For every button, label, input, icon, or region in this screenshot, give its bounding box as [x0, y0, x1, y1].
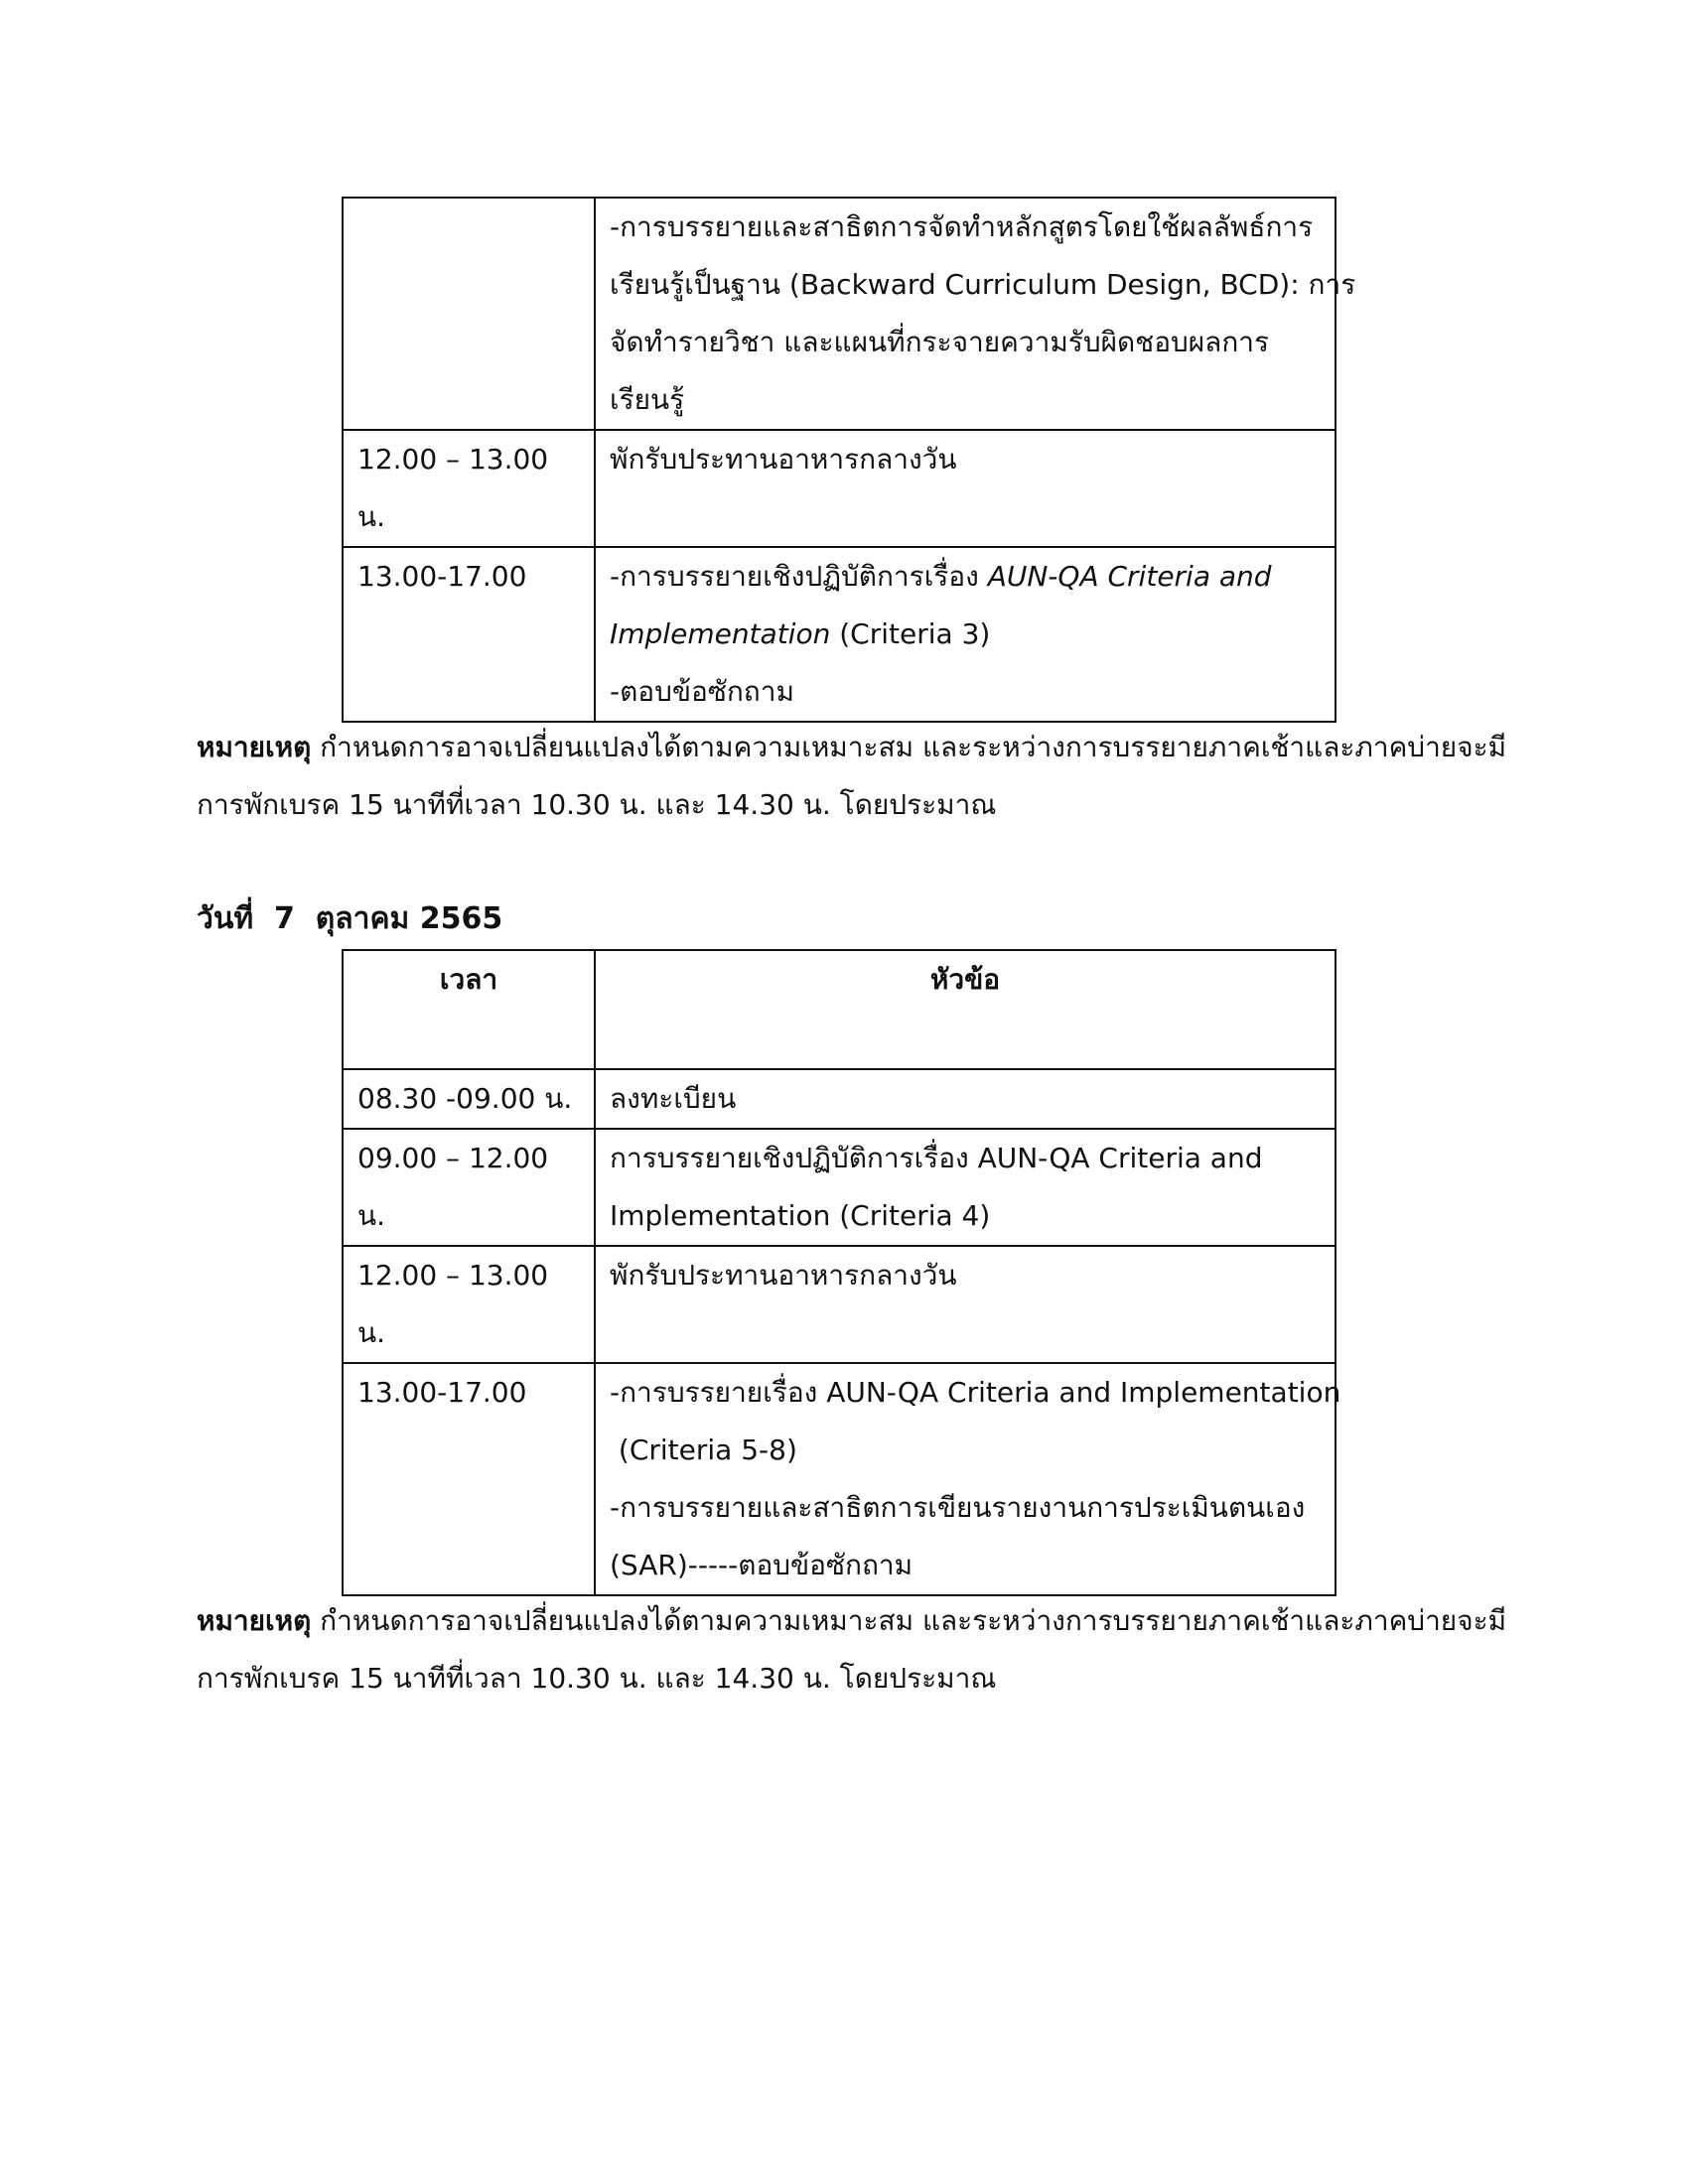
table-row: [343, 1069, 1336, 1129]
note-line: การพักเบรค 15 นาทีที่เวลา 10.30 น. และ 14.30 น. โดยประมาณ: [197, 788, 997, 821]
topic-line: Implementation (Criteria 4): [610, 1199, 991, 1232]
time-cell: [343, 198, 595, 430]
topic-line: -การบรรยายและสาธิตการเขียนรายงานการประเมินตนเอง: [610, 1491, 1306, 1524]
topic-line: ลงทะเบียน: [610, 1082, 737, 1115]
note-label: หมายเหตุ: [197, 731, 312, 763]
note-line: [197, 1592, 1507, 1650]
topic-italic-text: Implementation: [610, 617, 831, 650]
topic-line: (Criteria 5-8): [610, 1433, 797, 1466]
column-header-time: เวลา: [343, 950, 595, 1069]
topic-cell: [595, 1129, 1336, 1246]
topic-line: พักรับประทานอาหารกลางวัน: [610, 1259, 957, 1292]
topic-text: (Criteria 3): [830, 617, 991, 650]
table-row: [343, 1246, 1336, 1363]
time-cell: 12.00 – 13.00 น.: [343, 1246, 595, 1363]
topic-text: -การบรรยายเชิงปฏิบัติการเรื่อง: [610, 560, 988, 593]
topic-cell: [595, 198, 1356, 430]
topic-cell: [595, 1363, 1341, 1595]
topic-italic-text: AUN-QA Criteria and: [987, 560, 1272, 593]
note-line: [197, 719, 1507, 776]
time-cell: 09.00 – 12.00 น.: [343, 1129, 595, 1246]
time-cell: 13.00-17.00: [343, 547, 595, 722]
topic-line: เรียนรู้เป็นฐาน (Backward Curriculum Design, BCD): การ: [610, 268, 1356, 301]
note-text: กำหนดการอาจเปลี่ยนแปลงได้ตามความเหมาะสม และระหว่างการบรรยายภาคเช้าและภาคบ่ายจะมี: [311, 1604, 1507, 1637]
table-row: [343, 547, 1336, 722]
topic-line: [610, 606, 1321, 663]
remark-note: [197, 1592, 1507, 1707]
topic-line: เรียนรู้: [610, 383, 685, 416]
time-cell: 13.00-17.00: [343, 1363, 595, 1595]
column-header-topic: หัวข้อ: [595, 950, 1336, 1069]
topic-line: [610, 548, 1321, 606]
table-row: [343, 198, 1336, 430]
day-heading: วันที่ 7 ตุลาคม 2565: [197, 901, 503, 936]
table-row: [343, 1129, 1336, 1246]
topic-line: -การบรรยายเรื่อง AUN-QA Criteria and Implementation: [610, 1376, 1341, 1409]
table-row: [343, 430, 1336, 547]
note-text: กำหนดการอาจเปลี่ยนแปลงได้ตามความเหมาะสม และระหว่างการบรรยายภาคเช้าและภาคบ่ายจะมี: [311, 731, 1507, 763]
note-line: การพักเบรค 15 นาทีที่เวลา 10.30 น. และ 14.30 น. โดยประมาณ: [197, 1662, 997, 1695]
topic-line: การบรรยายเชิงปฏิบัติการเรื่อง AUN-QA Criteria and: [610, 1142, 1263, 1174]
topic-line: (SAR)-----ตอบข้อซักถาม: [610, 1549, 914, 1581]
topic-line: -การบรรยายและสาธิตการจัดทำหลักสูตรโดยใช้ผลลัพธ์การ: [610, 210, 1314, 243]
topic-cell: [595, 1069, 1336, 1129]
topic-line: พักรับประทานอาหารกลางวัน: [610, 443, 957, 476]
topic-line: -ตอบข้อซักถาม: [610, 675, 794, 708]
table-row: [343, 1363, 1336, 1595]
time-cell: 12.00 – 13.00 น.: [343, 430, 595, 547]
note-label: หมายเหตุ: [197, 1604, 312, 1637]
time-cell: 08.30 -09.00 น.: [343, 1069, 595, 1129]
schedule-table-continued: [342, 197, 1356, 723]
topic-cell: [595, 430, 1336, 547]
remark-note: [197, 719, 1507, 834]
schedule-table: [342, 949, 1341, 1596]
table-header-row: [343, 950, 1336, 1069]
topic-line: จัดทำรายวิชา และแผนที่กระจายความรับผิดชอบผลการ: [610, 326, 1270, 358]
topic-cell: [595, 1246, 1336, 1363]
topic-cell: [595, 547, 1336, 722]
